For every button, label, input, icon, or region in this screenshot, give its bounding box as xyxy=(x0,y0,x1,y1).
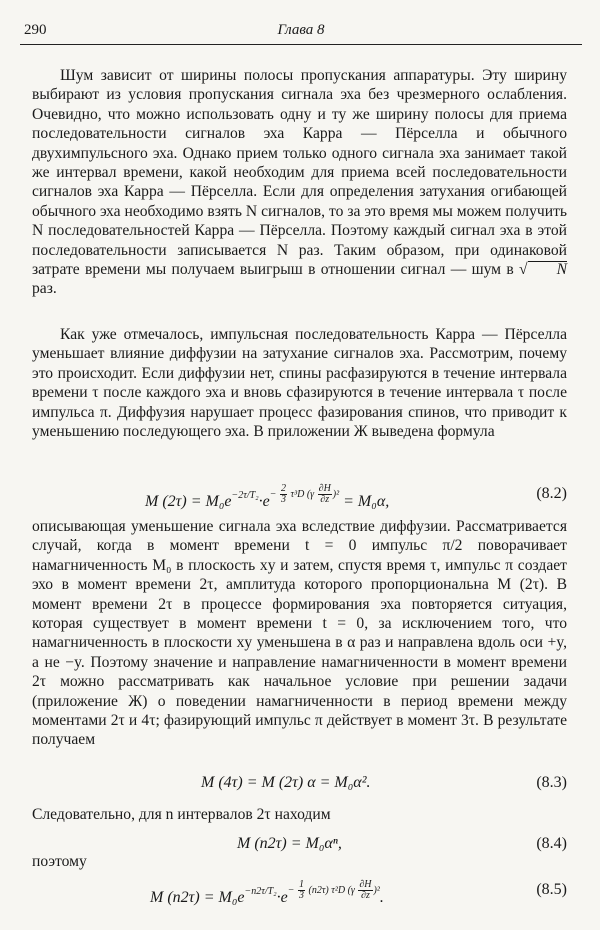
page-header xyxy=(20,22,582,45)
chapter-title: Глава 8 xyxy=(277,22,325,38)
paragraph-2-text: Как уже отмечалось, импульсная последовательность Карра — Пёрселла уменьшает влияние диффузии на затухание сигналов эха. Рассмотрим, почему это происходит. Если диффузии нет, спины расфазируются в течение интервала времени τ после каждого эха и вновь сфазируются в течение интервала τ после импульса π. Диффузия нарушает процесс фазирования спинов, что приводит к уменьшению последующего эха. В приложении Ж выведена формула xyxy=(32,326,567,441)
line-sequentially-text: Следовательно, для n интервалов 2τ находим xyxy=(32,806,331,823)
paragraph-1 xyxy=(32,66,567,299)
paragraph-3-text: описывающая уменьшение сигнала эха вследствие диффузии. Рассматривается случай, когда в момент времени t = 0 импульс π/2 поворачивает намагниченность M₀ в плоскость xy и затем, спустя время τ, импульс π создает эхо в момент времени 2τ, амплитуда которого пропорциональна M (2τ). В момент времени 2τ в процессе формирования эха повторяется ситуация, которая существует в момент времени t = 0, за исключением того, что намагниченность в плоскости xy уменьшена в α раз и направлена вдоль оси +y, а не −y. Поэтому значение и направление намагниченности в момент времени 2τ можно рассматривать как начальное условие при решении задачи (приложение Ж) о поведении намагниченности в период времени между моментами 2τ и 4τ; фазирующий импульс π действует в момент 3τ. В результате получаем xyxy=(32,518,567,749)
paragraph-2 xyxy=(32,325,567,441)
line-sequentially xyxy=(32,805,567,824)
equation-8-3-number: (8.3) xyxy=(536,774,567,791)
paragraph-1-text: Шум зависит от ширины полосы пропускания аппаратуры. Эту ширину выбирают из условия пропускания сигнала эха без чрезмерного ослабления. Очевидно, что можно использовать одну и ту же ширину полосы для приема последовательности сигналов эха Карра — Пёрселла и обычного двухимпульсного эха. Однако прием только одного сигнала эха занимает такой же интервал времени, какой необходим для приема всей последовательности сигналов эха Карра — Пёрселла. Если для определения затухания огибающей обычного эха необходимо взять N сигналов, то за это время мы можем получить N последовательностей Карра — Пёрселла. Поэтому каждый сигнал эха в этой последовательности записывается N раз. Таким образом, при одинаковой затрате времени мы получаем выигрыш в отношении сигнал — шум в xyxy=(32,67,567,279)
paragraph-1-end: раз. xyxy=(32,280,57,298)
equation-8-4-body: M (n2τ) = M₀αⁿ, xyxy=(237,835,342,852)
equation-8-2-number: (8.2) xyxy=(536,485,567,502)
sqrt-n: √ N xyxy=(519,261,567,279)
equation-8-5-number: (8.5) xyxy=(536,881,567,898)
equation-8-5 xyxy=(32,880,567,906)
equation-8-5-body: M $(n2\tau) = M_0e^{-n2\tau/T_2}\cdot e^{- \frac{1}{3} (n2\tau) \tau^2D (\gamma \frac{\partial H}{\partial z} )^2}$. xyxy=(150,879,384,906)
page-number: 290 xyxy=(24,22,47,38)
equation-8-2 xyxy=(32,484,567,510)
line-therefore-text: поэтому xyxy=(32,853,87,870)
equation-8-3-body: M (4τ) = M (2τ) α = M₀α². xyxy=(201,774,371,791)
line-therefore xyxy=(32,852,567,871)
equation-8-2-body: M $(2\tau) = M_0e^{-2\tau/T_2}\cdot e^{- \frac{2}{3} \tau^3D (\gamma \frac{\partial H}{\partial z} )^2} = M_0\alpha$, xyxy=(145,483,390,510)
paragraph-3 xyxy=(32,517,567,750)
equation-8-4-number: (8.4) xyxy=(536,835,567,852)
